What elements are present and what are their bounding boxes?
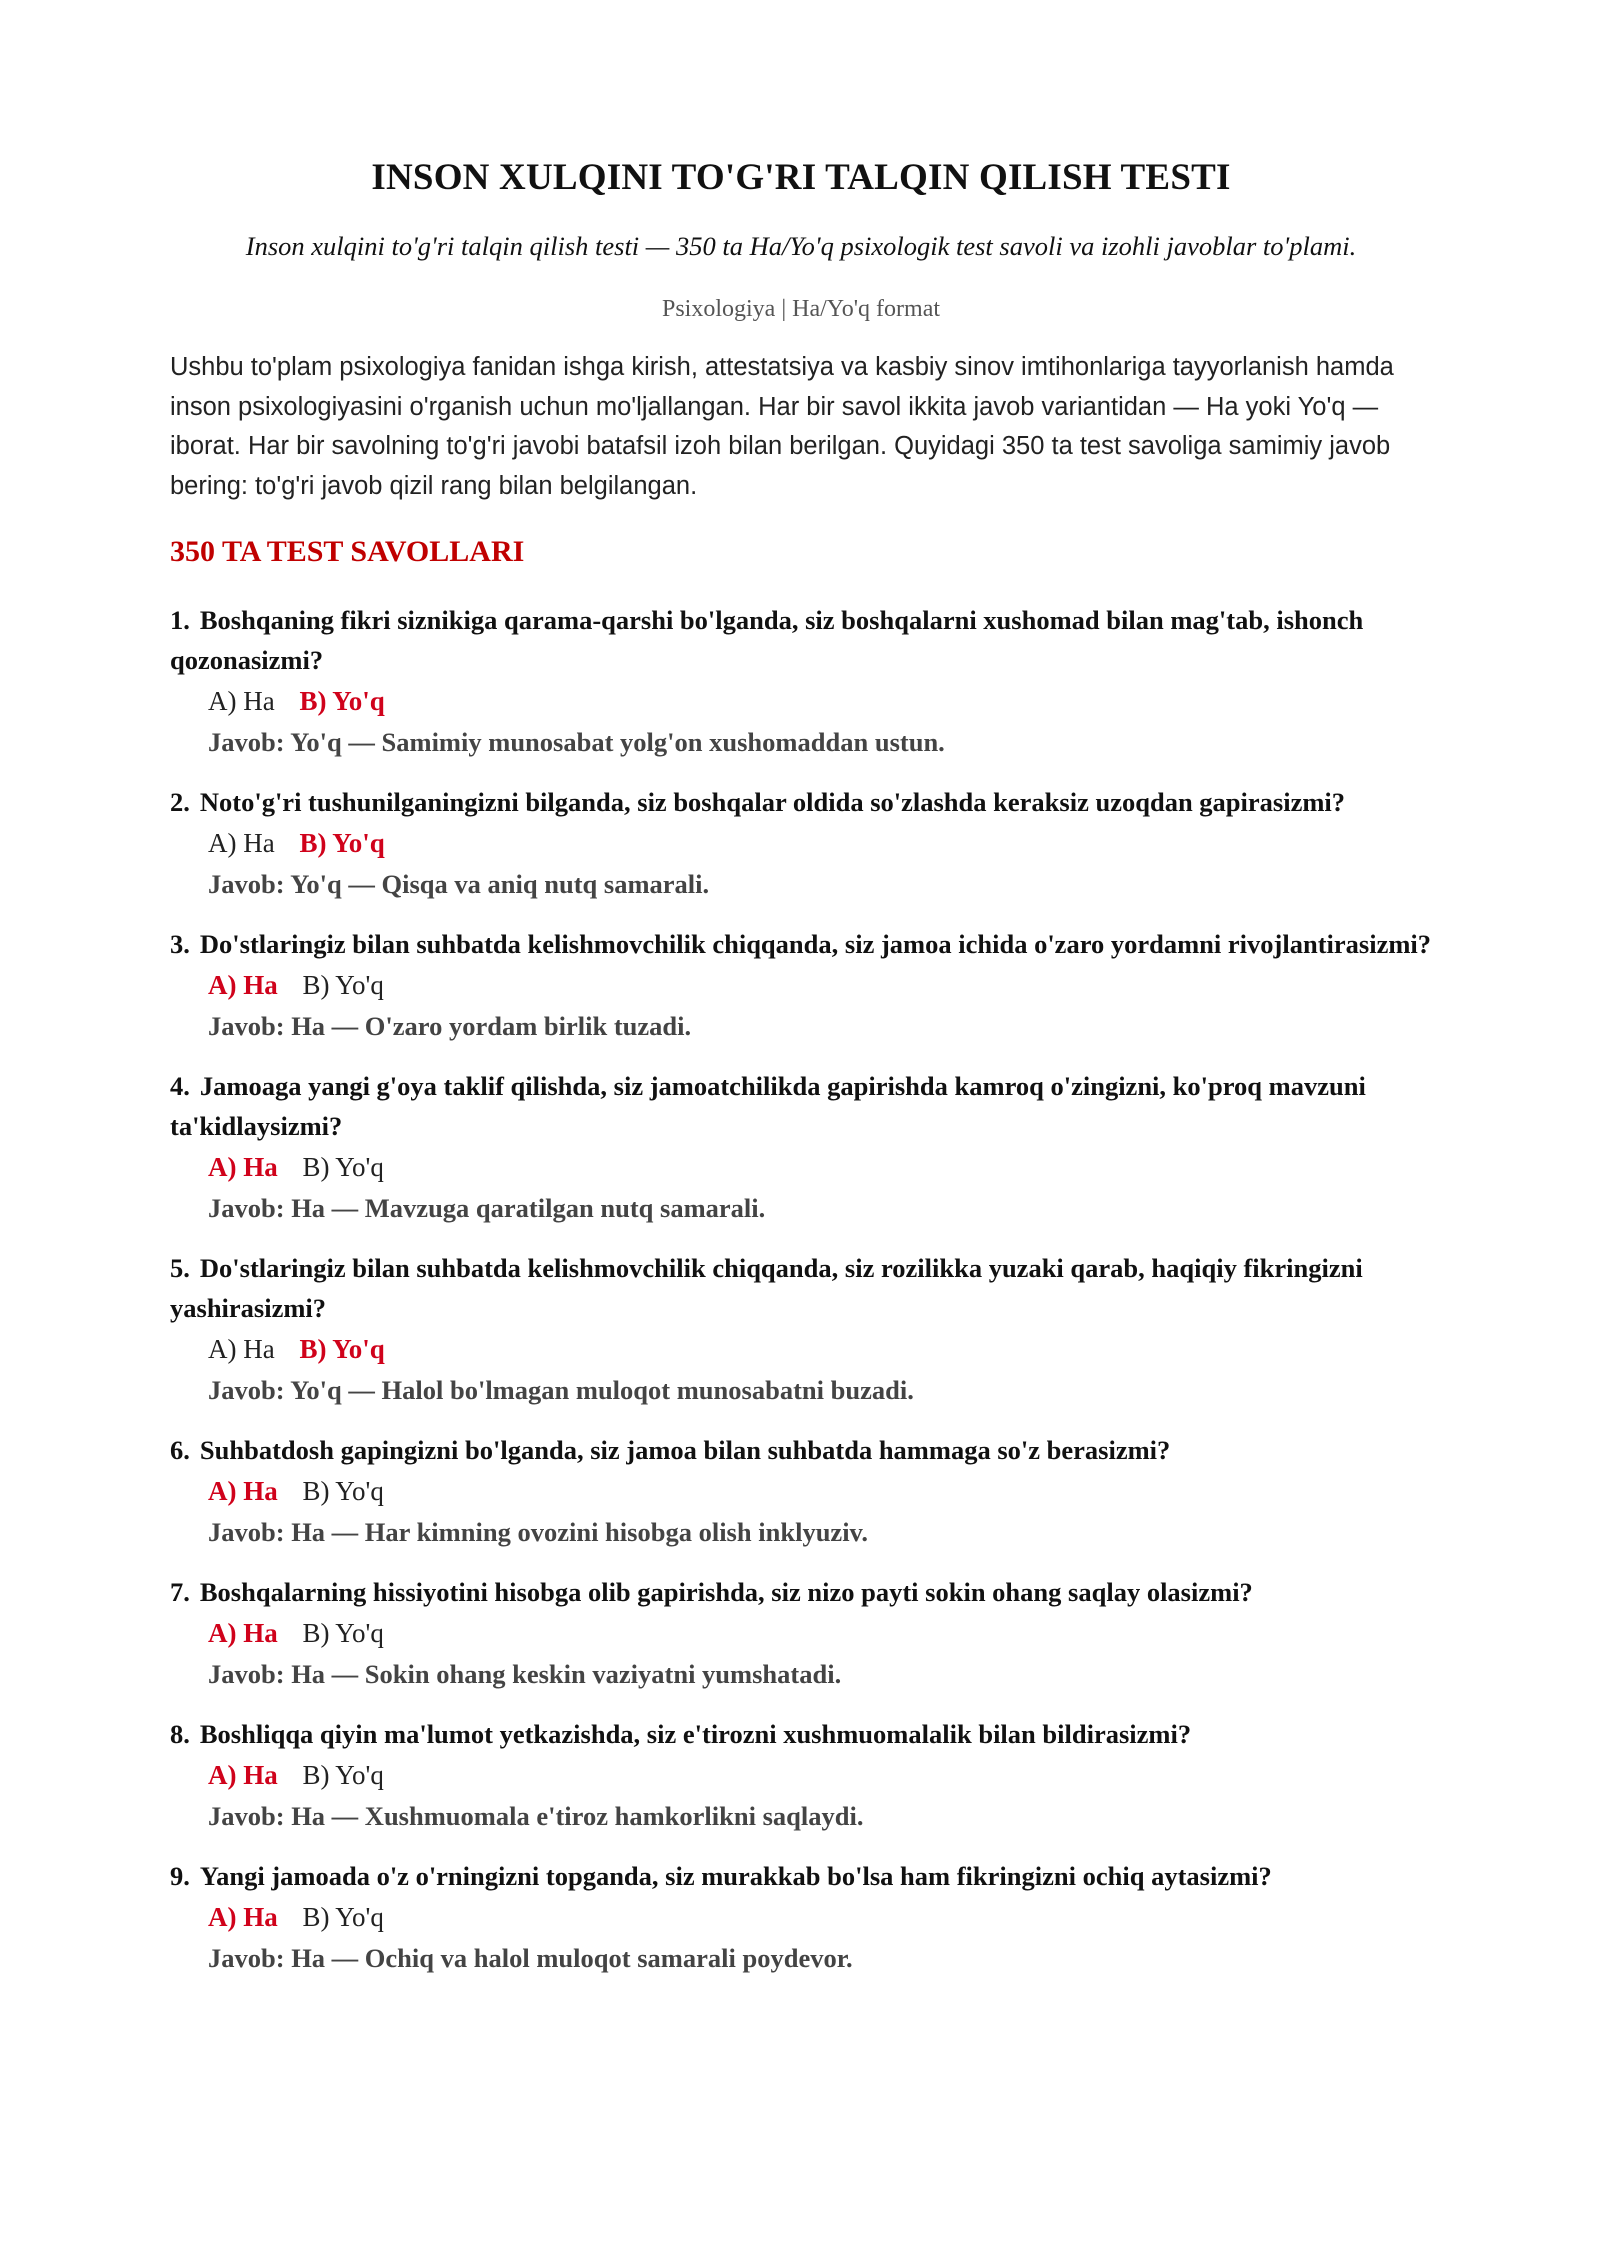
question-item [170, 1066, 1432, 1228]
question-item [170, 924, 1432, 1046]
question-number: 9. [170, 1861, 190, 1891]
question-text [170, 1572, 1432, 1612]
question-number: 2. [170, 787, 190, 817]
option-b[interactable]: B) Yo'q [302, 1902, 384, 1932]
option-a[interactable]: A) Ha [208, 1476, 278, 1506]
answer-explanation: Javob: Ha — Mavzuga qaratilgan nutq samarali. [208, 1193, 766, 1223]
section-heading: 350 TA TEST SAVOLLARI [170, 535, 525, 568]
question-number: 1. [170, 605, 190, 635]
answer-explanation: Javob: Ha — Xushmuomala e'tiroz hamkorlikni saqlaydi. [208, 1801, 864, 1831]
option-b[interactable]: B) Yo'q [302, 970, 384, 1000]
question-text [170, 782, 1432, 822]
question-number: 8. [170, 1719, 190, 1749]
option-b[interactable]: B) Yo'q [299, 828, 385, 858]
answer-explanation: Javob: Yo'q — Qisqa va aniq nutq samarali. [208, 869, 710, 899]
question-number: 5. [170, 1253, 190, 1283]
option-b[interactable]: B) Yo'q [302, 1618, 384, 1648]
question-text [170, 924, 1432, 964]
question-body: Suhbatdosh gapingizni bo'lganda, siz jamoa bilan suhbatda hammaga so'z berasizmi? [199, 1435, 1171, 1465]
document-meta: Psixologiya | Ha/Yo'q format [661, 296, 941, 322]
answer-options [208, 1470, 1432, 1512]
question-item [170, 1714, 1432, 1836]
question-text [170, 1430, 1432, 1470]
document-page [170, 148, 1432, 1998]
question-body: Boshqaning fikri siznikiga qarama-qarshi bo'lganda, siz boshqalarni xushomad bilan mag'tab, ishonch qozonasizmi? [170, 605, 1364, 675]
answer-options [208, 1146, 1432, 1188]
question-body: Jamoaga yangi g'oya taklif qilishda, siz jamoatchilikda gapirishda kamroq o'zingizni, ko'proq mavzuni ta'kidlaysizmi? [170, 1071, 1366, 1141]
answer-explanation: Javob: Yo'q — Halol bo'lmagan muloqot munosabatni buzadi. [208, 1375, 914, 1405]
option-a[interactable]: A) Ha [208, 1760, 278, 1790]
option-a[interactable]: A) Ha [208, 828, 275, 858]
answer-options [208, 1612, 1432, 1654]
question-number: 3. [170, 929, 190, 959]
question-item [170, 1430, 1432, 1552]
option-b[interactable]: B) Yo'q [299, 1334, 385, 1364]
intro-paragraph: Ushbu to'plam psixologiya fanidan ishga kirish, attestatsiya va kasbiy sinov imtihonlariga tayyorlanish hamda inson psixologiyasini o'rganish uchun mo'ljallangan. Har bir savol ikkita javob variantidan — Ha yoki Yo'q — iborat. Har bir savolning to'g'ri javobi batafsil izoh bilan berilgan. Quyidagi 350 ta test savoliga samimiy javob bering: to'g'ri javob qizil rang bilan belgilangan. [170, 353, 1394, 500]
question-text [170, 1856, 1432, 1896]
option-a[interactable]: A) Ha [208, 1902, 278, 1932]
question-item [170, 1248, 1432, 1410]
document-subtitle: Inson xulqini to'g'ri talqin qilish testi — 350 ta Ha/Yo'q psixologik test savoli va izohli javoblar to'plami. [245, 231, 1357, 261]
question-text [170, 1066, 1432, 1146]
question-body: Do'stlaringiz bilan suhbatda kelishmovchilik chiqqanda, siz rozilikka yuzaki qarab, haqiqiy fikringizni yashirasizmi? [170, 1253, 1363, 1323]
answer-options [208, 964, 1432, 1006]
answer-explanation: Javob: Yo'q — Samimiy munosabat yolg'on xushomaddan ustun. [208, 727, 945, 757]
answer-options [208, 680, 1432, 722]
question-item [170, 782, 1432, 904]
question-item [170, 600, 1432, 762]
answer-explanation: Javob: Ha — Ochiq va halol muloqot samarali poydevor. [208, 1943, 853, 1973]
option-a[interactable]: A) Ha [208, 1618, 278, 1648]
question-text [170, 600, 1432, 680]
question-body: Boshliqqa qiyin ma'lumot yetkazishda, siz e'tirozni xushmuomalalik bilan bildirasizmi? [199, 1719, 1192, 1749]
question-item [170, 1572, 1432, 1694]
question-body: Do'stlaringiz bilan suhbatda kelishmovchilik chiqqanda, siz jamoa ichida o'zaro yordamni rivojlantirasizmi? [199, 929, 1432, 959]
answer-options [208, 1328, 1432, 1370]
option-a[interactable]: A) Ha [208, 1334, 275, 1364]
option-b[interactable]: B) Yo'q [302, 1152, 384, 1182]
answer-explanation: Javob: Ha — O'zaro yordam birlik tuzadi. [208, 1011, 692, 1041]
answer-explanation: Javob: Ha — Sokin ohang keskin vaziyatni yumshatadi. [208, 1659, 842, 1689]
question-number: 4. [170, 1071, 190, 1101]
question-body: Yangi jamoada o'z o'rningizni topganda, siz murakkab bo'lsa ham fikringizni ochiq aytasizmi? [199, 1861, 1272, 1891]
question-number: 7. [170, 1577, 190, 1607]
option-b[interactable]: B) Yo'q [302, 1760, 384, 1790]
question-body: Boshqalarning hissiyotini hisobga olib gapirishda, siz nizo payti sokin ohang saqlay olasizmi? [199, 1577, 1253, 1607]
question-number: 6. [170, 1435, 190, 1465]
document-title: INSON XULQINI TO'G'RI TALQIN QILISH TESTI [371, 157, 1231, 198]
answer-options [208, 822, 1432, 864]
question-list [170, 600, 1432, 1978]
option-a[interactable]: A) Ha [208, 686, 275, 716]
option-a[interactable]: A) Ha [208, 970, 278, 1000]
answer-options [208, 1754, 1432, 1796]
question-body: Noto'g'ri tushunilganingizni bilganda, siz boshqalar oldida so'zlashda keraksiz uzoqdan gapirasizmi? [199, 787, 1346, 817]
question-text [170, 1248, 1432, 1328]
question-text [170, 1714, 1432, 1754]
question-item [170, 1856, 1432, 1978]
option-b[interactable]: B) Yo'q [299, 686, 385, 716]
answer-options [208, 1896, 1432, 1938]
option-a[interactable]: A) Ha [208, 1152, 278, 1182]
answer-explanation: Javob: Ha — Har kimning ovozini hisobga olish inklyuziv. [208, 1517, 868, 1547]
option-b[interactable]: B) Yo'q [302, 1476, 384, 1506]
